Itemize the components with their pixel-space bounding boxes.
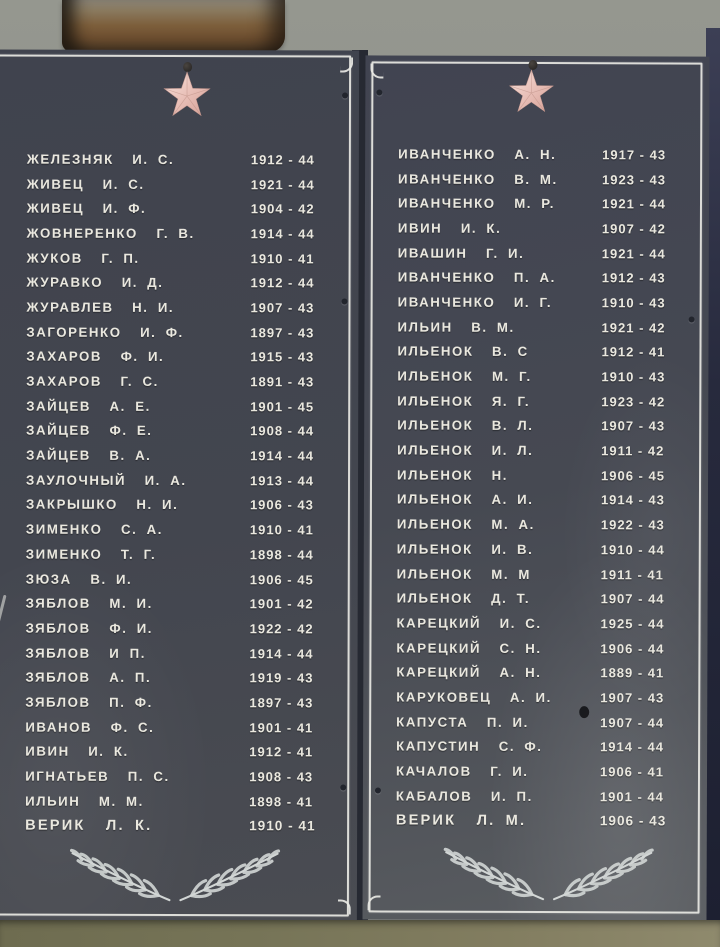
memorial-row (396, 734, 692, 760)
person-years: 1906 - 41 (599, 764, 664, 780)
person-name: ИВАНЧЕНКО М. Р. (397, 195, 556, 212)
person-name: ЗЯБЛОВ М. И. (25, 595, 153, 612)
person-years: 1912 - 43 (601, 270, 666, 286)
memorial-row (25, 788, 341, 814)
memorial-row (398, 240, 694, 266)
person-years: 1921 - 44 (601, 245, 666, 262)
memorial-row (25, 739, 341, 765)
memorial-row (398, 191, 694, 217)
memorial-row (27, 147, 343, 173)
person-years: 1907 - 44 (600, 591, 665, 607)
bolt-icon (376, 89, 382, 95)
laurel-branch-icon (439, 842, 551, 904)
person-years: 1925 - 44 (600, 616, 665, 632)
person-years: 1907 - 43 (250, 300, 315, 316)
memorial-row (396, 660, 692, 686)
memorial-panel-right (362, 55, 709, 920)
person-years: 1906 - 45 (601, 468, 666, 484)
person-name: ИВАШИН Г. И. (397, 245, 525, 261)
person-name: ЗЯБЛОВ П. Ф. (25, 694, 153, 710)
person-years: 1891 - 43 (250, 374, 315, 390)
corner-ornament-icon (338, 899, 351, 914)
memorial-row (26, 393, 342, 419)
person-name: ИЛЬЕНОК Н. (397, 467, 509, 483)
person-years: 1904 - 42 (250, 201, 315, 217)
memorial-row (26, 566, 342, 592)
memorial-row (27, 221, 343, 247)
bolt-icon (375, 787, 381, 793)
person-years: 1908 - 43 (249, 769, 314, 785)
person-name: ИЛЬЕНОК В. Л. (397, 417, 534, 434)
corner-ornament-icon (368, 895, 381, 910)
memorial-row (26, 640, 342, 666)
person-years: 1910 - 44 (600, 542, 665, 558)
person-name: КАРЕЦКИЙ С. Н. (396, 640, 542, 656)
person-years: 1911 - 41 (600, 566, 664, 582)
memorial-row (397, 561, 693, 587)
person-name: ЖУРАВКО И. Д. (26, 274, 164, 291)
memorial-row (398, 314, 694, 340)
person-years: 1908 - 44 (250, 423, 315, 439)
memorial-row (25, 665, 341, 691)
bolt-icon (340, 784, 346, 790)
memorial-row (396, 808, 692, 834)
corner-ornament-icon (340, 57, 353, 72)
person-name: ЗАЙЦЕВ А. Е. (26, 398, 151, 414)
laurel-branches (439, 842, 659, 905)
memorial-row (397, 487, 693, 513)
memorial-row (25, 714, 341, 740)
person-name: ЗЯБЛОВ А. П. (25, 669, 152, 686)
person-name: ИЛЬЕНОК Д. Т. (396, 590, 531, 607)
person-name: ИВАНЧЕНКО П. А. (397, 269, 556, 286)
bolt-icon (341, 298, 347, 304)
person-years: 1919 - 43 (249, 670, 314, 686)
person-name: КАПУСТА П. И. (396, 714, 529, 730)
person-years: 1906 - 43 (599, 813, 667, 829)
person-years: 1910 - 43 (601, 295, 666, 311)
person-name: ЖОВНЕРЕНКО Г. В. (26, 225, 195, 241)
person-years: 1889 - 41 (600, 665, 665, 681)
memorial-row (397, 512, 693, 538)
person-years: 1898 - 41 (249, 793, 314, 810)
person-name: КАБАЛОВ И. П. (395, 788, 533, 804)
memorial-row (397, 586, 693, 612)
person-name: ЗАХАРОВ Ф. И. (26, 348, 165, 365)
memorial-row (26, 418, 342, 444)
laurel-branch-icon (547, 842, 659, 904)
person-years: 1901 - 45 (250, 398, 315, 415)
person-name: ЗАЙЦЕВ В. А. (26, 447, 152, 464)
person-name: ЗАГОРЕНКО И. Ф. (26, 324, 184, 340)
person-years: 1910 - 41 (249, 522, 314, 538)
person-years: 1912 - 44 (250, 275, 315, 291)
person-name: ИЛЬЕНОК А. И. (396, 491, 534, 508)
memorial-row (398, 265, 694, 291)
person-years: 1912 - 44 (250, 152, 315, 168)
person-years: 1907 - 44 (600, 714, 665, 731)
person-name: ИЛЬЕНОК Я. Г. (397, 393, 531, 409)
memorial-row (27, 171, 343, 197)
person-years: 1912 - 41 (601, 344, 666, 360)
memorial-row (25, 690, 341, 716)
memorial-row (397, 462, 693, 488)
person-name: ИЛЬЕНОК М. М (396, 566, 531, 582)
stone-ledge (62, 0, 285, 52)
person-years: 1921 - 42 (601, 319, 666, 336)
person-years: 1914 - 43 (600, 492, 665, 508)
person-years: 1922 - 42 (249, 621, 314, 637)
memorial-row (26, 369, 342, 395)
person-years: 1914 - 44 (249, 645, 314, 661)
person-name: ИЛЬЕНОК И. В. (396, 541, 534, 557)
bolt-icon (689, 317, 695, 323)
person-name: ЖЕЛЕЗНЯК И. С. (26, 151, 175, 167)
memorial-row (27, 270, 343, 296)
person-years: 1921 - 44 (250, 176, 315, 192)
memorial-row (27, 245, 343, 271)
memorial-row (26, 591, 342, 617)
memorial-row (26, 542, 342, 568)
person-name: ЖУКОВ Г. П. (26, 250, 140, 266)
name-list-right (396, 142, 694, 834)
person-name: ВЕРИК Л. К. (25, 817, 153, 834)
memorial-row (396, 783, 692, 809)
person-name: ЖИВЕЦ И. С. (26, 176, 145, 192)
person-years: 1901 - 41 (249, 719, 314, 736)
person-years: 1910 - 41 (249, 818, 316, 834)
memorial-row (26, 468, 342, 494)
dark-spot (579, 706, 589, 718)
memorial-row (26, 295, 342, 321)
name-list-left (25, 147, 343, 839)
person-name: ИВАНОВ Ф. С. (25, 719, 155, 735)
person-years: 1922 - 43 (600, 517, 665, 533)
person-years: 1901 - 44 (599, 788, 664, 805)
person-years: 1906 - 44 (600, 640, 665, 657)
laurel-branches (65, 843, 285, 906)
person-years: 1907 - 42 (601, 221, 666, 237)
memorial-row (397, 438, 693, 464)
person-name: ЗЯБЛОВ Ф. И. (25, 620, 154, 636)
person-name: ЖИВЕЦ И. Ф. (26, 200, 147, 217)
ground-strip (0, 920, 720, 947)
person-years: 1906 - 43 (249, 497, 314, 513)
memorial-row (396, 709, 692, 735)
memorial-row (397, 339, 693, 365)
memorial-row (26, 344, 342, 370)
person-name: ЗАЙЦЕВ Ф. Е. (26, 423, 153, 439)
person-years: 1912 - 41 (249, 744, 314, 760)
person-name: ЗЯБЛОВ И П. (25, 645, 147, 661)
person-name: ИВАНЧЕНКО И. Г. (397, 294, 553, 311)
person-years: 1923 - 42 (601, 393, 666, 410)
person-name: КАРЕЦКИЙ А. Н. (396, 664, 542, 681)
memorial-row (26, 443, 342, 469)
red-star-icon (507, 68, 555, 116)
person-name: КАПУСТИН С. Ф. (396, 738, 543, 755)
person-name: КАРЕЦКИЙ И. С. (396, 615, 542, 631)
memorial-row (397, 388, 693, 414)
person-name: ИВАНЧЕНКО В. М. (398, 171, 558, 187)
person-name: ЗАКРЫШКО Н. И. (25, 497, 179, 513)
laurel-branch-icon (173, 843, 285, 905)
person-name: ВЕРИК Л. М. (395, 812, 527, 829)
person-name: ЗАУЛОЧНЫЙ И. А. (25, 472, 187, 488)
person-years: 1910 - 41 (250, 250, 315, 266)
memorial-row (26, 517, 342, 543)
person-years: 1907 - 43 (600, 690, 665, 706)
person-name: КАЧАЛОВ Г. И. (395, 763, 529, 780)
person-years: 1906 - 45 (249, 571, 314, 587)
memorial-row (396, 759, 692, 785)
person-years: 1923 - 43 (602, 171, 667, 187)
person-name: ИГНАТЬЕВ П. С. (25, 768, 170, 785)
person-name: ИЛЬЕНОК М. А. (396, 516, 535, 533)
memorial-row (396, 635, 692, 661)
person-years: 1901 - 42 (249, 596, 314, 612)
memorial-row (398, 166, 694, 192)
memorial-row (26, 616, 342, 642)
person-name: ЗИМЕНКО Т. Г. (25, 546, 157, 562)
memorial-row (398, 290, 694, 316)
red-star-icon (162, 70, 212, 120)
person-name: ИЛЬЕНОК И. Л. (397, 442, 534, 459)
person-name: ИВИН И. К. (25, 743, 129, 760)
memorial-row (398, 142, 694, 168)
laurel-branch-icon (65, 843, 177, 905)
person-years: 1907 - 43 (601, 418, 666, 434)
person-years: 1914 - 44 (600, 739, 665, 755)
person-name: ИЛЬЕНОК М. Г. (397, 368, 532, 385)
memorial-row (25, 813, 341, 839)
person-years: 1897 - 43 (249, 695, 314, 711)
person-name: ИЛЬИН М. М. (25, 793, 144, 809)
memorial-row (396, 685, 692, 711)
star-emblem (162, 62, 212, 122)
person-name: ИВИН И. К. (397, 220, 502, 236)
memorial-row (398, 216, 694, 242)
person-years: 1914 - 44 (250, 226, 315, 242)
person-years: 1910 - 43 (601, 369, 666, 385)
memorial-row (26, 319, 342, 345)
memorial-row (397, 537, 693, 563)
memorial-row (27, 196, 343, 222)
person-name: ЖУРАВЛЕВ Н. И. (26, 299, 175, 315)
memorial-row (396, 611, 692, 637)
memorial-row (25, 764, 341, 790)
person-years: 1898 - 44 (249, 547, 314, 563)
person-name: ЗЮЗА В. И. (25, 571, 133, 587)
person-name: ИЛЬЕНОК В. С (397, 343, 529, 360)
star-emblem (507, 60, 557, 120)
memorial-row (397, 364, 693, 390)
person-name: ЗИМЕНКО С. А. (25, 521, 164, 538)
person-years: 1911 - 42 (601, 443, 665, 459)
person-years: 1913 - 44 (249, 472, 314, 489)
person-years: 1914 - 44 (250, 448, 315, 464)
person-name: КАРУКОВЕЦ А. И. (396, 689, 552, 706)
person-years: 1921 - 44 (601, 196, 666, 212)
memorial-panel-left (0, 50, 359, 923)
person-years: 1897 - 43 (250, 324, 315, 341)
memorial-row (397, 413, 693, 439)
person-years: 1915 - 43 (250, 349, 315, 365)
memorial-row (26, 492, 342, 518)
person-name: ИЛЬИН В. М. (397, 319, 515, 335)
person-name: ИВАНЧЕНКО А. Н. (398, 146, 557, 162)
person-years: 1917 - 43 (602, 147, 667, 163)
person-name: ЗАХАРОВ Г. С. (26, 373, 159, 390)
bolt-icon (342, 92, 348, 98)
